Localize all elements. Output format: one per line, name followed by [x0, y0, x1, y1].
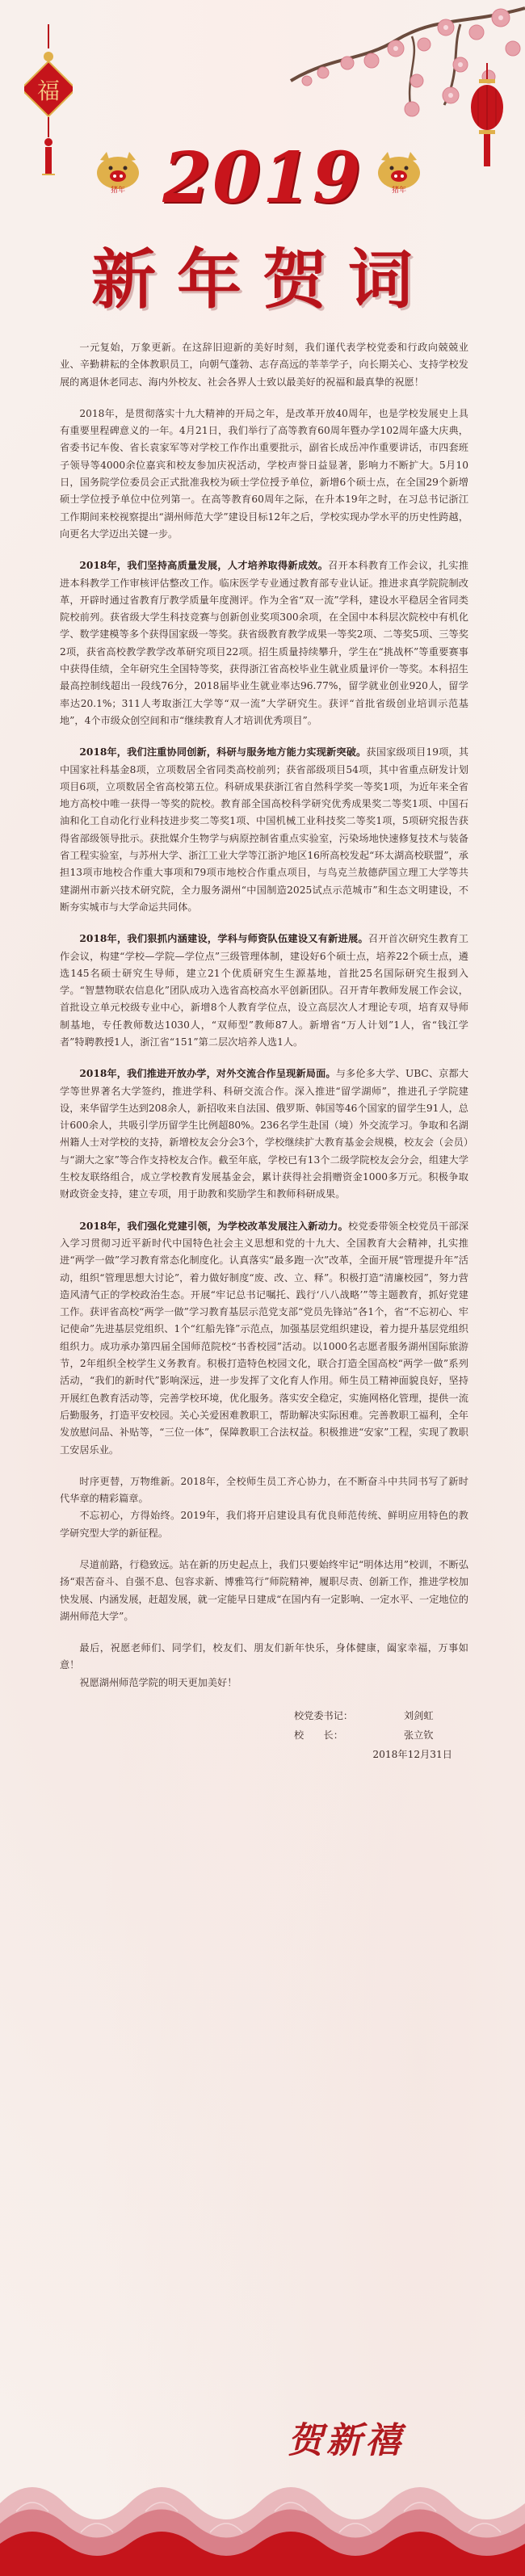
pig-badge-left-text: 猪年 [110, 187, 126, 194]
section-text: 获国家级项目19项，其中国家社科基金8项，立项数居全省同类高校前列；获省部级项目54项，其中省重点研发计划项目6项，立项数居全省高校第五位。科研成果获浙江省自然科学奖一等奖1项，为近年来全省地方高校中唯一获得一等奖的院校。教育部全国高校科学研究优秀成果奖二等奖1项、中国石油和化工自动化行业科技进步奖二等奖1项、中国机械工业科技奖二等奖1项，5项研究报告获得省部级领导批示。获批媒介生物学与病原控制省重点实验室，污染场地快速修复技术与装备省工程实验室，与苏州大学、浙江工业大学等江浙沪地区16所高校发起“环太湖高校联盟”，承担13项市地校合作重大事项和79项市地校合作重点项目，与鸟克兰敖德萨国立理工大学等共建湖州市新兴技术研究院，全力服务湖州“中国制造2025试点示范城市”和生态文明建设，不断夯实城市与大学命运共同体。 [60, 746, 469, 913]
section-text: 召开本科教育工作会议，扎实推进本科教学工作审核评估整改工作。临床医学专业通过教育部专业认证。推进求真学院院制改革，开辟时通过省教育厅教学质量年度测评。作为全省“双一流”学科，建设水平稳居全省同类院校前列。获省级大学生科技竞赛与创新创业奖项300余项，在全国中本科层次院校中有机化学、数学建模等多个获得国家级一等奖。获省级教育教学成果一等奖2项、二等奖5项、三等奖2项，获省高校教学教学改革研究项目22项。招生质量持续攀升，学生在“挑战杯”等重要赛事中获得佳绩，全年研究生全国特等奖，获得浙江省高校毕业生就业质量评价一等奖。本科招生最高控制线超出一段线76分，2018届毕业生就业率达96.77%，留学就业创业920人，留学率达20.1%；311人考取浙江大学等“双一流”大学研究生。获评“首批省级创业培训示范基地”，4个市级众创空间和市“继续教育人才培训优秀项目”。 [60, 560, 469, 726]
paragraph-intro: 一元复始，万象更新。在这辞旧迎新的美好时刻，我们谨代表学校党委和行政向兢兢业业、辛勤耕耘的全体教职员工，向朝气蓬勃、志存高远的莘莘学子，向长期关心、支持学校发展的离退休老同志、海内外校友、社会各界人士致以最美好的祝福和最真挚的祝愿！ [60, 342, 468, 388]
signature-name: 张立钦 [404, 1729, 434, 1742]
signature-name: 刘剑虹 [404, 1710, 434, 1722]
signature-row-president [60, 1725, 460, 1745]
paragraph-party-building [60, 1218, 468, 1459]
section-lead: 2018年，我们推进开放办学，对外交流合作呈现新局面。 [79, 1068, 336, 1080]
footer [0, 2366, 525, 2576]
paragraph-closing-2: 尽道前路，行稳致远。站在新的历史起点上，我们只要始终牢记“明体达用”校训，不断弘扬“艰苦奋斗、自强不息、包容求新、博雅笃行”师院精神，履职尽责、创新工作，推进学校加快发展、内涵发展，赶超发展，就一定能早日建成“在国内有一定影响、一定水平、一定地位的湖州师范大学”。 [60, 1559, 468, 1622]
greeting-stamp-text: 贺新禧 [288, 2420, 404, 2461]
letter-body [60, 339, 468, 1764]
paragraph-discipline-building [60, 931, 468, 1051]
header [0, 0, 525, 355]
section-lead: 2018年，我们注重协同创新，科研与服务地方能力实现新突破。 [79, 746, 367, 759]
section-text: 召开首次研究生教育工作会议，构建“学校—学院—学位点”三级管理体制，建设好6个硕士点，培养22个硕士点，遴选145名硕士研究生导师，建立21个优质研究生生源基地，首批25名国际研究生报到入学。“智慧物联农信息化”团队成功入选省高校高水平创新团队。召开青年教师发展工作会议，首批设立单元校级专业中心，新增8个人教育学位点，设立高层次人才理论专项，培育双导师制基地，专任教师数达1030人，“双师型”教师87人。新增省“万人计划”1人，省“钱江学者”特聘教授1人，浙江省“151”第二层次培养人选1人。 [60, 933, 468, 1048]
signature-block [60, 1706, 468, 1764]
paragraph-closing-1: 不忘初心，方得始终。2019年，我们将开启建设具有优良师范传统、鲜明应用特色的教学研究型大学的新征程。 [60, 1510, 468, 1539]
auspicious-cloud-waves-decoration [0, 2455, 525, 2576]
pig-badge-right-text: 猪年 [391, 187, 407, 194]
section-lead: 2018年，我们强化党建引领，为学校改革发展注入新动力。 [79, 1220, 349, 1232]
paragraph-2018-overview: 2018年，是贯彻落实十九大精神的开局之年，是改革开放40周年，也是学校发展史上具有重要里程碑意义的一年。4月21日，我们举行了高等教育60周年暨办学102周年盛大庆典，省委书记车俊、省长袁家军等对学校工作作出重要批示，副省长成岳冲作重要讲话，市四套班子领导等4000余位嘉宾和校友参加庆祝活动，学校声誉日益显著，影响力不断扩大。5月10日，国务院学位委员会正式批准我校为硕士学位授予单位，新增6个硕士点，在全国29个新增硕士学位授予单位中位列第一。在高等教育60周年之际，在升本19年之时，在习总书记浙江工作期间来校视察提出“湖州师范大学”建设目标12年之后，学校实现办学水平的历史性跨越，向更名大学迈出关键一步。 [60, 407, 468, 540]
year-title: 2019 [162, 137, 363, 219]
section-lead: 2018年，我们坚持高质量发展，人才培养取得新成效。 [79, 560, 329, 572]
signature-row-secretary [60, 1706, 460, 1725]
section-text: 校党委带领全校党员干部深入学习贯彻习近平新时代中国特色社会主义思想和党的十九大、全国教育大会精神，扎实推进“两学一做”学习教育常态化制度化。认真落实“最多跑一次”改革，全面开展“管理提升年”活动，组织“管理思想大讨论”，着力做好制度“废、改、立、释”。积极打造“清廉校园”，努力营造风清气正的学校政治生态。开展“牢记总书记嘱托、践行‘八八战略’”等主题教育，抓好党建工作。获评省高校“两学一做”学习教育基层示范党支部“党员先锋站”各1个，省“不忘初心、牢记使命”先进基层党组织、1个“红船先锋”示范点，加强基层党组织建设，着力提升基层党组织组织力。成功承办第四届全国师范院校“书香校园”活动。以1000名志愿者服务湖州国际旅游节，2年组织全校学生义务教育。积极打造特色校园文化，联合打造全国高校“两学一做”系列活动，“我们的新时代”影响深远，进一步发挥了文化育人作用。师生员工精神面貌良好，坚持开展红色教育活动等，完善学校环境，优化服务。落实安全稳定，实施网格化管理，提供一流后勤服务，打造平安校园。关心关爱困难教职工，帮助解决实际困难。完善教职工福利，全年发放慰问品、补贴等，“三位一体”，保障教职工合法权益。积极推进“安家”工程，实现了教职工安居乐业。 [60, 1220, 469, 1456]
section-lead: 2018年，我们狠抓内涵建设，学科与师资队伍建设又有新进展。 [79, 933, 368, 945]
signature-role: 校党委书记： [294, 1710, 354, 1722]
signature-date: 2018年12月31日 [372, 1749, 452, 1761]
lantern-fu-char: 福 [36, 78, 61, 104]
paragraph-summary: 时序更替，万物维新。2018年，全校师生员工齐心协力，在不断奋斗中共同书写了新时代华章的精彩篇章。 [60, 1475, 468, 1505]
paragraph-closing-4: 祝愿湖州师范学院的明天更加美好！ [79, 1676, 237, 1688]
signature-role: 校 长： [294, 1729, 343, 1742]
paragraph-talent-cultivation [60, 557, 468, 729]
paragraph-closing-3: 最后，祝愿老师们、同学们，校友们、朋友们新年快乐，身体健康，阖家幸福，万事如意！ [60, 1642, 468, 1671]
main-title: 新年贺词 [91, 242, 434, 317]
paragraph-research-innovation [60, 744, 468, 916]
section-text: 与多伦多大学、UBC、京都大学等世界著名大学签约，推进学科、科研交流合作。深入推进“留学湖师”，推进孔子学院建设，来华留学生达到208余人，新招收来自法国、俄罗斯、韩国等46个国家的留学生91人，总计600余人，共吸引学历留学生比例超80%。236名学生赴国（境）外交流学习。争取和名湖州籍人士对学校的支持，新增校友会分会3个，学校继续扩大教育基金会规模，校友会（会员）与“湖大之家”等合作支持校友合作。截至年底，学校已有13个二级学院校友会分会，组建大学生校友联络组合，成立学校教育发展基金会，累计获得社会捐赠资金1000多万元。积极争取财政资金支持，建立专项，用于助教和奖励学生和教师科研成果。 [60, 1068, 468, 1200]
paragraph-open-education [60, 1065, 468, 1203]
